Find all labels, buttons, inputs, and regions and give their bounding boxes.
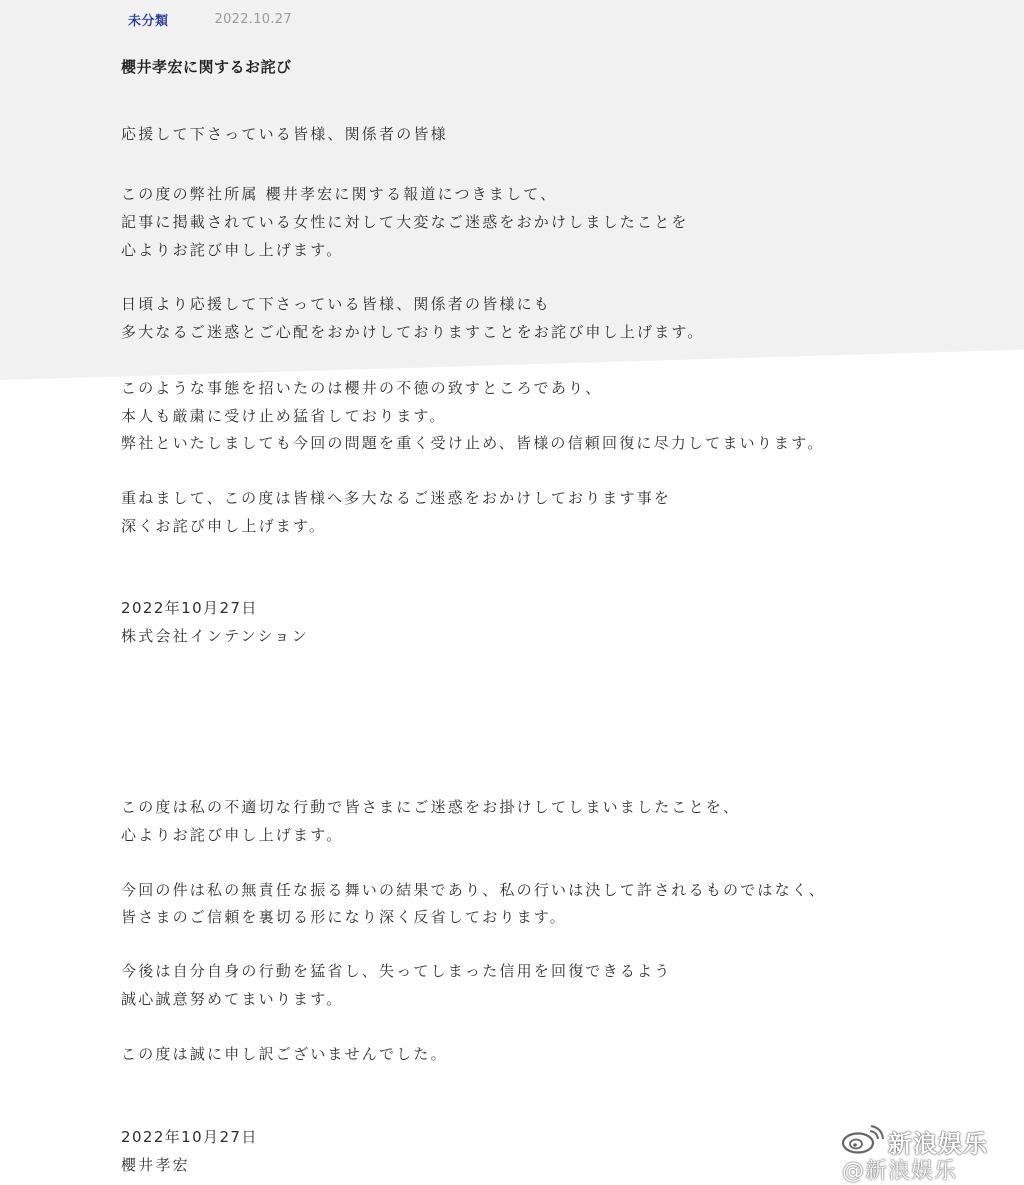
- statement-line: この度は誠に申し訳ございませんでした。: [121, 1045, 448, 1063]
- statement-line: 心よりお詫び申し上げます。: [121, 826, 344, 844]
- statement-line: 多大なるご迷惑とご心配をおかけしておりますことをお詫び申し上げます。: [121, 323, 705, 341]
- agency-statement-date: 2022年10月27日: [121, 599, 258, 617]
- statement-line: 今回の件は私の無責任な振る舞いの結果であり、私の行いは決して許されるものではなく、: [121, 881, 826, 899]
- post-date: 2022.10.27: [214, 11, 292, 27]
- statement-line: 皆さまのご信頼を裏切る形になり深く反省しております。: [121, 908, 568, 926]
- statement-line: 日頃より応援して下さっている皆様、関係者の皆様にも: [121, 295, 552, 313]
- personal-statement-date: 2022年10月27日: [121, 1128, 258, 1146]
- statement-line: 深くお詫び申し上げます。: [121, 517, 327, 535]
- statement-line: 心よりお詫び申し上げます。: [121, 241, 344, 259]
- category-link[interactable]: 未分類: [128, 13, 169, 29]
- statement-line: このような事態を招いたのは櫻井の不徳の致すところであり、: [121, 379, 603, 397]
- statement-line: 弊社といたしましても今回の問題を重く受け止め、皆様の信頼回復に尽力してまいります。: [121, 434, 825, 452]
- statement-line: 応援して下さっている皆様、関係者の皆様: [121, 125, 448, 143]
- post-meta: [128, 10, 292, 28]
- weibo-logo-icon: [838, 1124, 884, 1154]
- statement-line: 記事に掲載されている女性に対して大変なご迷惑をおかけしましたことを: [121, 213, 689, 231]
- statement-line: 本人も厳粛に受け止め猛省しております。: [121, 407, 447, 425]
- watermark: [838, 1122, 1018, 1182]
- statement-line: 今後は自分自身の行動を猛省し、失ってしまった信用を回復できるよう: [121, 962, 672, 980]
- statement-line: 重ねまして、この度は皆様へ多大なるご迷惑をおかけしております事を: [121, 489, 672, 507]
- agency-signature: 株式会社インテンション: [121, 627, 309, 645]
- statement-line: 誠心誠意努めてまいります。: [121, 990, 344, 1008]
- page-title: 櫻井孝宏に関するお詫び: [121, 58, 292, 76]
- statement-line: この度の弊社所属 櫻井孝宏に関する報道につきまして、: [121, 185, 558, 203]
- personal-signature: 櫻井孝宏: [121, 1156, 190, 1174]
- statement-line: この度は私の不適切な行動で皆さまにご迷惑をお掛けしてしまいましたことを、: [121, 798, 741, 816]
- watermark-handle: @新浪娱乐: [842, 1159, 958, 1184]
- watermark-name: 新浪娱乐: [888, 1130, 988, 1158]
